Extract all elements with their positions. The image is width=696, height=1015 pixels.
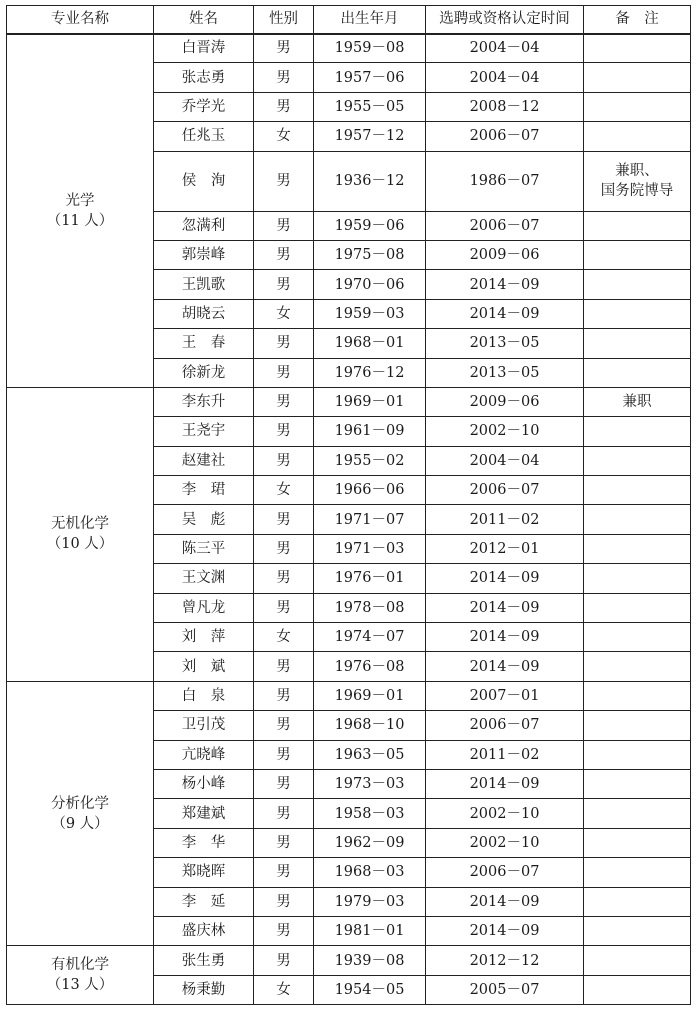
- header-major: 专业名称: [7, 6, 154, 34]
- major-name: 分析化学: [51, 795, 109, 812]
- note-cell: [584, 240, 691, 269]
- name-cell: 卫引茂: [154, 711, 254, 740]
- major-cell: [7, 681, 154, 946]
- appointed-cell: 2014－09: [426, 652, 584, 681]
- gender-cell: 男: [254, 740, 314, 769]
- name-cell: 陈三平: [154, 534, 254, 563]
- note-cell: [584, 652, 691, 681]
- major-count: （9 人）: [51, 815, 109, 832]
- gender-cell: 男: [254, 417, 314, 446]
- table-row: [7, 34, 691, 63]
- birth-cell: 1966－06: [314, 476, 426, 505]
- appointed-cell: 2014－09: [426, 769, 584, 798]
- note-cell: [584, 476, 691, 505]
- note-cell: [584, 828, 691, 857]
- gender-cell: 男: [254, 505, 314, 534]
- birth-cell: 1957－12: [314, 122, 426, 151]
- appointed-cell: 2006－07: [426, 211, 584, 240]
- major-name: 无机化学: [51, 516, 109, 533]
- gender-cell: 男: [254, 858, 314, 887]
- birth-cell: 1979－03: [314, 887, 426, 916]
- appointed-cell: 2014－09: [426, 593, 584, 622]
- note-cell: [584, 329, 691, 358]
- note-cell: [584, 711, 691, 740]
- appointed-cell: 2006－07: [426, 122, 584, 151]
- gender-cell: 女: [254, 299, 314, 328]
- gender-cell: 男: [254, 358, 314, 387]
- appointed-cell: 2014－09: [426, 270, 584, 299]
- birth-cell: 1976－01: [314, 564, 426, 593]
- gender-cell: 男: [254, 887, 314, 916]
- name-cell: 亢晓峰: [154, 740, 254, 769]
- gender-cell: 女: [254, 623, 314, 652]
- appointed-cell: 2004－04: [426, 63, 584, 92]
- name-cell: 白 泉: [154, 681, 254, 710]
- appointed-cell: 2013－05: [426, 329, 584, 358]
- note-cell: [584, 887, 691, 916]
- birth-cell: 1976－08: [314, 652, 426, 681]
- birth-cell: 1981－01: [314, 916, 426, 945]
- appointed-cell: 2014－09: [426, 916, 584, 945]
- gender-cell: 男: [254, 828, 314, 857]
- note-cell: [584, 63, 691, 92]
- gender-cell: 女: [254, 476, 314, 505]
- appointed-cell: 2014－09: [426, 887, 584, 916]
- note-cell: [584, 151, 691, 211]
- name-cell: 白晋涛: [154, 34, 254, 63]
- birth-cell: 1961－09: [314, 417, 426, 446]
- name-cell: 侯 洵: [154, 151, 254, 211]
- header-name: 姓名: [154, 6, 254, 34]
- appointed-cell: 2006－07: [426, 858, 584, 887]
- appointed-cell: 2006－07: [426, 476, 584, 505]
- note-cell: [584, 769, 691, 798]
- name-cell: 刘 萍: [154, 623, 254, 652]
- name-cell: 李 华: [154, 828, 254, 857]
- birth-cell: 1974－07: [314, 623, 426, 652]
- birth-cell: 1939－08: [314, 946, 426, 975]
- header-birth: 出生年月: [314, 6, 426, 34]
- name-cell: 盛庆林: [154, 916, 254, 945]
- birth-cell: 1975－08: [314, 240, 426, 269]
- note-cell: [584, 505, 691, 534]
- table-row: [7, 681, 691, 710]
- appointed-cell: 2009－06: [426, 387, 584, 416]
- birth-cell: 1954－05: [314, 975, 426, 1004]
- table-row: [7, 946, 691, 975]
- appointed-cell: 2013－05: [426, 358, 584, 387]
- name-cell: 郭崇峰: [154, 240, 254, 269]
- birth-cell: 1958－03: [314, 799, 426, 828]
- major-name: 光学: [65, 192, 95, 209]
- major-cell: [7, 387, 154, 681]
- note-cell: [584, 446, 691, 475]
- gender-cell: 男: [254, 446, 314, 475]
- gender-cell: 男: [254, 593, 314, 622]
- birth-cell: 1959－06: [314, 211, 426, 240]
- appointed-cell: 2009－06: [426, 240, 584, 269]
- major-count: （10 人）: [46, 536, 114, 553]
- note-line: 兼职: [622, 394, 652, 411]
- appointed-cell: 2011－02: [426, 740, 584, 769]
- gender-cell: 男: [254, 34, 314, 63]
- note-cell: [584, 593, 691, 622]
- name-cell: 王文渊: [154, 564, 254, 593]
- note-cell: [584, 387, 691, 416]
- gender-cell: 男: [254, 946, 314, 975]
- note-line-2: 国务院博导: [600, 183, 674, 200]
- name-cell: 赵建社: [154, 446, 254, 475]
- birth-cell: 1955－02: [314, 446, 426, 475]
- table-row: [7, 387, 691, 416]
- gender-cell: 男: [254, 769, 314, 798]
- note-cell: [584, 916, 691, 945]
- name-cell: 张生勇: [154, 946, 254, 975]
- header-appointed: 选聘或资格认定时间: [426, 6, 584, 34]
- note-cell: [584, 92, 691, 121]
- note-cell: [584, 946, 691, 975]
- appointed-cell: 2012－12: [426, 946, 584, 975]
- appointed-cell: 1986－07: [426, 151, 584, 211]
- name-cell: 杨小峰: [154, 769, 254, 798]
- appointed-cell: 2006－07: [426, 711, 584, 740]
- header-row: [7, 6, 691, 34]
- gender-cell: 男: [254, 799, 314, 828]
- name-cell: 乔学光: [154, 92, 254, 121]
- appointed-cell: 2004－04: [426, 446, 584, 475]
- name-cell: 王尧宇: [154, 417, 254, 446]
- gender-cell: 男: [254, 681, 314, 710]
- appointed-cell: 2014－09: [426, 564, 584, 593]
- gender-cell: 男: [254, 711, 314, 740]
- note-cell: [584, 623, 691, 652]
- name-cell: 李 珺: [154, 476, 254, 505]
- birth-cell: 1963－05: [314, 740, 426, 769]
- note-cell: [584, 270, 691, 299]
- birth-cell: 1973－03: [314, 769, 426, 798]
- name-cell: 徐新龙: [154, 358, 254, 387]
- name-cell: 王 春: [154, 329, 254, 358]
- gender-cell: 女: [254, 975, 314, 1004]
- appointed-cell: 2011－02: [426, 505, 584, 534]
- gender-cell: 男: [254, 211, 314, 240]
- appointed-cell: 2005－07: [426, 975, 584, 1004]
- name-cell: 任兆玉: [154, 122, 254, 151]
- note-cell: [584, 564, 691, 593]
- note-cell: [584, 122, 691, 151]
- note-cell: [584, 799, 691, 828]
- note-cell: [584, 534, 691, 563]
- note-cell: [584, 34, 691, 63]
- gender-cell: 男: [254, 240, 314, 269]
- name-cell: 李东升: [154, 387, 254, 416]
- note-line: 兼职、: [615, 163, 659, 180]
- birth-cell: 1959－08: [314, 34, 426, 63]
- header-gender: 性别: [254, 6, 314, 34]
- birth-cell: 1968－10: [314, 711, 426, 740]
- birth-cell: 1969－01: [314, 681, 426, 710]
- major-name: 有机化学: [51, 957, 109, 974]
- birth-cell: 1978－08: [314, 593, 426, 622]
- birth-cell: 1976－12: [314, 358, 426, 387]
- birth-cell: 1971－03: [314, 534, 426, 563]
- name-cell: 张志勇: [154, 63, 254, 92]
- name-cell: 胡晓云: [154, 299, 254, 328]
- gender-cell: 男: [254, 652, 314, 681]
- faculty-table: [6, 5, 691, 1005]
- birth-cell: 1969－01: [314, 387, 426, 416]
- birth-cell: 1968－03: [314, 858, 426, 887]
- birth-cell: 1968－01: [314, 329, 426, 358]
- gender-cell: 男: [254, 916, 314, 945]
- note-cell: [584, 681, 691, 710]
- appointed-cell: 2007－01: [426, 681, 584, 710]
- appointed-cell: 2004－04: [426, 34, 584, 63]
- note-cell: [584, 975, 691, 1004]
- name-cell: 郑建斌: [154, 799, 254, 828]
- note-cell: [584, 358, 691, 387]
- gender-cell: 男: [254, 534, 314, 563]
- gender-cell: 女: [254, 122, 314, 151]
- name-cell: 刘 斌: [154, 652, 254, 681]
- note-cell: [584, 740, 691, 769]
- appointed-cell: 2002－10: [426, 799, 584, 828]
- name-cell: 李 延: [154, 887, 254, 916]
- gender-cell: 男: [254, 63, 314, 92]
- birth-cell: 1957－06: [314, 63, 426, 92]
- appointed-cell: 2008－12: [426, 92, 584, 121]
- appointed-cell: 2014－09: [426, 623, 584, 652]
- appointed-cell: 2002－10: [426, 828, 584, 857]
- birth-cell: 1936－12: [314, 151, 426, 211]
- appointed-cell: 2014－09: [426, 299, 584, 328]
- gender-cell: 男: [254, 329, 314, 358]
- major-cell: [7, 946, 154, 1005]
- note-cell: [584, 417, 691, 446]
- name-cell: 吴 彪: [154, 505, 254, 534]
- gender-cell: 男: [254, 151, 314, 211]
- major-cell: [7, 34, 154, 388]
- gender-cell: 男: [254, 564, 314, 593]
- appointed-cell: 2012－01: [426, 534, 584, 563]
- major-count: （13 人）: [46, 977, 114, 994]
- birth-cell: 1971－07: [314, 505, 426, 534]
- name-cell: 曾凡龙: [154, 593, 254, 622]
- birth-cell: 1962－09: [314, 828, 426, 857]
- name-cell: 杨秉勤: [154, 975, 254, 1004]
- name-cell: 王凯歌: [154, 270, 254, 299]
- birth-cell: 1970－06: [314, 270, 426, 299]
- note-cell: [584, 299, 691, 328]
- gender-cell: 男: [254, 92, 314, 121]
- birth-cell: 1955－05: [314, 92, 426, 121]
- name-cell: 郑晓晖: [154, 858, 254, 887]
- appointed-cell: 2002－10: [426, 417, 584, 446]
- name-cell: 忽满利: [154, 211, 254, 240]
- major-count: （11 人）: [46, 212, 114, 229]
- header-note: 备 注: [584, 6, 691, 34]
- gender-cell: 男: [254, 270, 314, 299]
- birth-cell: 1959－03: [314, 299, 426, 328]
- note-cell: [584, 211, 691, 240]
- gender-cell: 男: [254, 387, 314, 416]
- note-cell: [584, 858, 691, 887]
